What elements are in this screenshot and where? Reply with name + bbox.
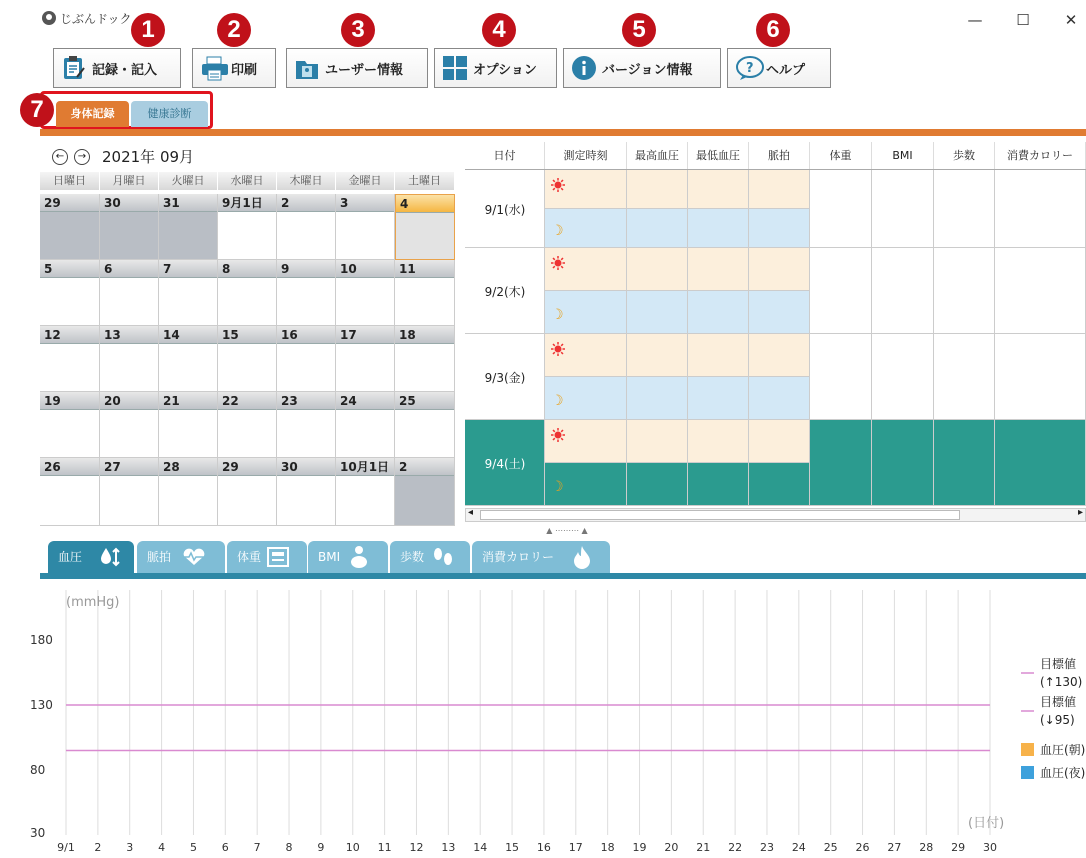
data-cell[interactable] [810, 463, 872, 506]
data-cell[interactable] [749, 377, 810, 420]
app-title: じぶんドック [60, 12, 132, 26]
tab-body-record[interactable]: 身体記録 [56, 101, 129, 127]
data-cell[interactable] [627, 248, 688, 291]
callout-badge-3: 3 [341, 13, 375, 47]
calendar-day[interactable] [159, 392, 218, 458]
day-number: 20 [100, 392, 158, 410]
minimize-button[interactable]: — [967, 11, 983, 29]
data-cell[interactable] [749, 291, 810, 334]
calendar-day[interactable] [218, 326, 277, 392]
day-number: 29 [218, 458, 276, 476]
x-tick-label: 15 [505, 841, 520, 854]
data-cell[interactable] [545, 170, 627, 209]
calendar-day[interactable] [218, 260, 277, 326]
legend-swatch [1021, 766, 1034, 779]
x-tick-label: 29 [951, 841, 966, 854]
calendar-day[interactable] [395, 392, 455, 458]
callout-badge-4: 4 [482, 13, 516, 47]
weekday-header: 木曜日 [277, 172, 336, 190]
record-button[interactable] [53, 48, 181, 88]
day-number: 17 [336, 326, 394, 344]
data-cell[interactable] [872, 420, 934, 463]
calendar-day[interactable] [336, 458, 395, 526]
calendar-day[interactable] [40, 260, 100, 326]
x-tick-label: 18 [600, 841, 615, 854]
x-tick-label: 2 [94, 841, 102, 854]
moon-icon: ☽ [551, 222, 564, 239]
calendar-day[interactable] [336, 392, 395, 458]
close-button[interactable]: ✕ [1064, 11, 1078, 29]
version-info-button-label: バージョン情報 [602, 62, 693, 78]
y-axis-label: (mmHg) [66, 595, 120, 610]
column-header[interactable]: 日付 [465, 142, 545, 169]
x-tick-label: 27 [887, 841, 902, 854]
data-cell[interactable] [688, 248, 749, 291]
data-cell[interactable] [995, 248, 1086, 291]
legend-label: 血圧(朝) [1040, 743, 1086, 757]
x-tick-label: 23 [759, 841, 774, 854]
day-number: 6 [100, 260, 158, 278]
calendar-day[interactable] [218, 194, 277, 260]
day-number: 8 [218, 260, 276, 278]
calendar-day[interactable] [395, 194, 455, 260]
calendar-day[interactable] [395, 260, 455, 326]
day-number: 26 [40, 458, 99, 476]
day-number: 2 [277, 194, 335, 212]
chart-tab-blood-pressure[interactable] [48, 541, 134, 573]
data-cell[interactable] [688, 209, 749, 248]
column-header[interactable]: 歩数 [934, 142, 995, 169]
prev-month-button[interactable]: ← [52, 149, 68, 165]
data-cell[interactable] [810, 248, 872, 291]
data-cell[interactable] [545, 334, 627, 377]
date-cell[interactable] [465, 334, 545, 420]
data-cell[interactable] [810, 420, 872, 463]
svg-text:?: ? [746, 61, 754, 76]
calendar-day[interactable] [100, 392, 159, 458]
weekday-header: 金曜日 [336, 172, 395, 190]
calendar-day[interactable] [395, 326, 455, 392]
help-button[interactable] [727, 48, 831, 88]
legend-label: (↓95) [1040, 713, 1075, 727]
day-number: 24 [336, 392, 394, 410]
day-number: 9月1日 [218, 194, 276, 212]
column-header[interactable]: 最高血圧 [627, 142, 688, 169]
data-cell[interactable] [627, 209, 688, 248]
x-tick-label: 10 [345, 841, 360, 854]
weekday-header: 日曜日 [40, 172, 100, 190]
sun-icon [551, 256, 565, 270]
callout-badge-5: 5 [622, 13, 656, 47]
data-cell[interactable] [934, 170, 995, 209]
data-cell[interactable] [872, 377, 934, 420]
version-info-button[interactable] [563, 48, 721, 88]
data-cell[interactable] [810, 291, 872, 334]
calendar-day[interactable] [277, 392, 336, 458]
day-number: 11 [395, 260, 454, 278]
x-tick-label: 20 [664, 841, 679, 854]
user-folder-icon [294, 55, 320, 81]
calendar-day[interactable] [336, 326, 395, 392]
chart-tab-label: 歩数 [400, 550, 425, 564]
day-number: 16 [277, 326, 335, 344]
x-tick-label: 6 [221, 841, 229, 854]
calendar-day[interactable] [277, 326, 336, 392]
calendar-day[interactable] [277, 458, 336, 526]
x-axis-label: (日付) [968, 816, 1005, 831]
data-cell[interactable] [749, 463, 810, 506]
x-tick-label: 26 [855, 841, 870, 854]
data-cell[interactable] [810, 209, 872, 248]
calendar-day[interactable] [100, 260, 159, 326]
data-cell[interactable] [545, 420, 627, 463]
calendar-day[interactable] [40, 392, 100, 458]
next-month-button[interactable]: → [74, 149, 90, 165]
x-tick-label: 9/1 [57, 841, 75, 854]
x-tick-label: 22 [728, 841, 743, 854]
date-label: 9/1(水) [484, 203, 526, 217]
x-tick-label: 24 [791, 841, 806, 854]
calendar-day[interactable] [218, 458, 277, 526]
data-cell[interactable] [627, 170, 688, 209]
tab-underline [40, 129, 1086, 136]
help-icon [735, 55, 761, 81]
day-number: 30 [277, 458, 335, 476]
data-cell[interactable] [872, 334, 934, 377]
printer-icon [200, 55, 226, 81]
y-tick-label: 180 [30, 633, 53, 647]
calendar-day[interactable] [100, 194, 159, 260]
calendar-day[interactable] [40, 326, 100, 392]
clipboard-icon [61, 55, 87, 81]
data-cell[interactable] [995, 170, 1086, 209]
tab-health-check[interactable]: 健康診断 [131, 101, 208, 127]
blood-pressure-chart [0, 580, 1086, 858]
chart-tab-steps[interactable] [390, 541, 470, 573]
calendar-day[interactable] [159, 260, 218, 326]
x-tick-label: 5 [189, 841, 197, 854]
moon-icon: ☽ [551, 392, 564, 409]
chart-tab-label: 血圧 [58, 550, 83, 564]
data-cell[interactable] [995, 291, 1086, 334]
calendar-header [40, 143, 460, 171]
chart-tab-label: BMI [318, 550, 341, 564]
y-tick-label: 80 [30, 763, 46, 777]
day-number: 30 [100, 194, 158, 212]
data-cell[interactable] [810, 170, 872, 209]
options-button[interactable] [434, 48, 557, 88]
chart-tab-bmi[interactable] [308, 541, 388, 573]
day-number: 13 [100, 326, 158, 344]
callout-badge-1: 1 [131, 13, 165, 47]
data-cell[interactable] [545, 291, 627, 334]
data-cell[interactable] [627, 420, 688, 463]
data-cell[interactable] [995, 377, 1086, 420]
column-header[interactable]: 消費カロリー [995, 142, 1086, 169]
data-cell[interactable] [627, 291, 688, 334]
scrollbar-thumb[interactable] [480, 510, 960, 520]
x-tick-label: 9 [317, 841, 325, 854]
day-number: 12 [40, 326, 99, 344]
data-cell[interactable] [545, 463, 627, 506]
weekday-header: 月曜日 [100, 172, 159, 190]
x-tick-label: 13 [441, 841, 456, 854]
calendar-day[interactable] [40, 458, 100, 526]
user-info-button[interactable] [286, 48, 428, 88]
day-number: 19 [40, 392, 99, 410]
sun-icon [551, 178, 565, 192]
column-header[interactable]: 最低血圧 [688, 142, 749, 169]
data-cell[interactable] [545, 209, 627, 248]
sun-icon [551, 428, 565, 442]
data-cell[interactable] [545, 377, 627, 420]
day-number: 25 [395, 392, 454, 410]
day-number: 21 [159, 392, 217, 410]
calendar-day[interactable] [336, 194, 395, 260]
day-number: 5 [40, 260, 99, 278]
chart-tab-label: 消費カロリー [482, 550, 555, 564]
x-tick-label: 8 [285, 841, 293, 854]
data-cell[interactable] [688, 170, 749, 209]
callout-badge-2: 2 [217, 13, 251, 47]
date-cell[interactable] [465, 248, 545, 334]
data-cell[interactable] [934, 209, 995, 248]
data-cell[interactable] [627, 377, 688, 420]
calendar-day[interactable] [277, 260, 336, 326]
scroll-right-icon[interactable]: ▸ [1077, 507, 1083, 518]
weekday-header: 土曜日 [395, 172, 455, 190]
weekday-header: 火曜日 [159, 172, 218, 190]
day-number: 22 [218, 392, 276, 410]
calendar-day[interactable] [218, 392, 277, 458]
legend-swatch [1021, 743, 1034, 756]
x-tick-label: 25 [823, 841, 838, 854]
scroll-left-icon[interactable]: ◂ [468, 507, 474, 518]
data-cell[interactable] [872, 463, 934, 506]
month-label: 2021年 09月 [102, 148, 195, 166]
data-cell[interactable] [872, 209, 934, 248]
print-button-label: 印刷 [231, 62, 258, 78]
day-number: 3 [336, 194, 394, 212]
data-cell[interactable] [934, 463, 995, 506]
chart-tab-label: 脈拍 [147, 550, 172, 564]
legend-label: 目標値 [1040, 657, 1077, 671]
data-cell[interactable] [872, 170, 934, 209]
data-cell[interactable] [688, 291, 749, 334]
y-tick-label: 130 [30, 698, 53, 712]
data-cell[interactable] [627, 463, 688, 506]
x-tick-label: 4 [158, 841, 166, 854]
data-cell[interactable] [627, 334, 688, 377]
data-cell[interactable] [688, 377, 749, 420]
x-tick-label: 19 [632, 841, 647, 854]
day-number: 23 [277, 392, 335, 410]
data-cell[interactable] [995, 463, 1086, 506]
column-header[interactable]: 脈拍 [749, 142, 810, 169]
calendar-day[interactable] [100, 326, 159, 392]
chart-tab-label: 体重 [237, 550, 262, 564]
data-cell[interactable] [749, 420, 810, 463]
x-tick-label: 17 [568, 841, 583, 854]
data-cell[interactable] [749, 209, 810, 248]
data-cell[interactable] [810, 377, 872, 420]
data-cell[interactable] [749, 334, 810, 377]
user-info-button-label: ユーザー情報 [325, 62, 404, 78]
data-cell[interactable] [934, 248, 995, 291]
maximize-button[interactable]: ☐ [1016, 11, 1030, 29]
data-cell[interactable] [749, 170, 810, 209]
column-header[interactable]: 測定時刻 [545, 142, 627, 169]
callout-badge-7: 7 [20, 93, 54, 127]
day-number: 31 [159, 194, 217, 212]
legend-label: 血圧(夜) [1040, 766, 1086, 780]
legend-label: (↑130) [1040, 675, 1083, 689]
x-tick-label: 21 [696, 841, 711, 854]
options-button-label: オプション [473, 62, 537, 78]
x-tick-label: 14 [473, 841, 488, 854]
x-tick-label: 28 [919, 841, 934, 854]
calendar-day[interactable] [100, 458, 159, 526]
x-tick-label: 11 [377, 841, 392, 854]
data-cell[interactable] [934, 420, 995, 463]
data-cell[interactable] [995, 209, 1086, 248]
date-label: 9/2(木) [484, 285, 526, 299]
legend-label: 目標値 [1040, 695, 1077, 709]
day-number: 28 [159, 458, 217, 476]
x-tick-label: 16 [536, 841, 551, 854]
weekday-header: 水曜日 [218, 172, 277, 190]
data-cell[interactable] [995, 420, 1086, 463]
data-cell[interactable] [934, 291, 995, 334]
date-label: 9/4(土) [484, 457, 526, 471]
info-icon [571, 55, 597, 81]
data-cell[interactable] [749, 248, 810, 291]
chart-tab-weight[interactable] [227, 541, 307, 573]
calendar-day[interactable] [159, 458, 218, 526]
help-button-label: ヘルプ [766, 62, 806, 78]
data-cell[interactable] [872, 248, 934, 291]
moon-icon: ☽ [551, 478, 564, 495]
column-header[interactable]: BMI [872, 142, 934, 169]
day-number: 18 [395, 326, 454, 344]
day-number: 10 [336, 260, 394, 278]
date-cell[interactable] [465, 420, 545, 506]
x-tick-label: 3 [126, 841, 134, 854]
date-label: 9/3(金) [484, 371, 526, 385]
moon-icon: ☽ [551, 306, 564, 323]
data-cell[interactable] [810, 334, 872, 377]
horizontal-scrollbar[interactable] [465, 508, 1086, 522]
calendar-day[interactable] [159, 194, 218, 260]
y-tick-label: 30 [30, 826, 46, 840]
data-cell[interactable] [688, 463, 749, 506]
calendar-day[interactable] [40, 194, 100, 260]
day-number: 14 [159, 326, 217, 344]
day-number: 7 [159, 260, 217, 278]
day-number: 15 [218, 326, 276, 344]
calendar-day[interactable] [395, 458, 455, 526]
data-cell[interactable] [688, 420, 749, 463]
data-cell[interactable] [545, 248, 627, 291]
day-number: 27 [100, 458, 158, 476]
splitter-handle-icon[interactable]: ▲ ⋯⋯⋯ ▲ [546, 526, 588, 535]
data-cell[interactable] [934, 334, 995, 377]
day-number: 29 [40, 194, 99, 212]
grid-icon [442, 55, 468, 81]
calendar-day[interactable] [159, 326, 218, 392]
data-cell[interactable] [995, 334, 1086, 377]
chart-tab-underline [40, 573, 1086, 579]
column-header[interactable]: 体重 [810, 142, 872, 169]
data-cell[interactable] [688, 334, 749, 377]
x-tick-label: 12 [409, 841, 424, 854]
print-button[interactable] [192, 48, 276, 88]
app-logo-icon [42, 11, 56, 25]
date-cell[interactable] [465, 170, 545, 248]
day-number: 2 [395, 458, 454, 476]
data-cell[interactable] [872, 291, 934, 334]
calendar-day[interactable] [336, 260, 395, 326]
data-cell[interactable] [934, 377, 995, 420]
day-number: 4 [396, 195, 454, 213]
chart-tab-calories[interactable] [472, 541, 610, 573]
record-button-label: 記録・記入 [92, 62, 158, 78]
callout-badge-6: 6 [756, 13, 790, 47]
x-tick-label: 30 [983, 841, 997, 854]
x-tick-label: 7 [253, 841, 261, 854]
day-number: 10月1日 [336, 458, 394, 476]
day-number: 9 [277, 260, 335, 278]
calendar-day[interactable] [277, 194, 336, 260]
chart-tab-pulse[interactable] [137, 541, 225, 573]
sun-icon [551, 342, 565, 356]
